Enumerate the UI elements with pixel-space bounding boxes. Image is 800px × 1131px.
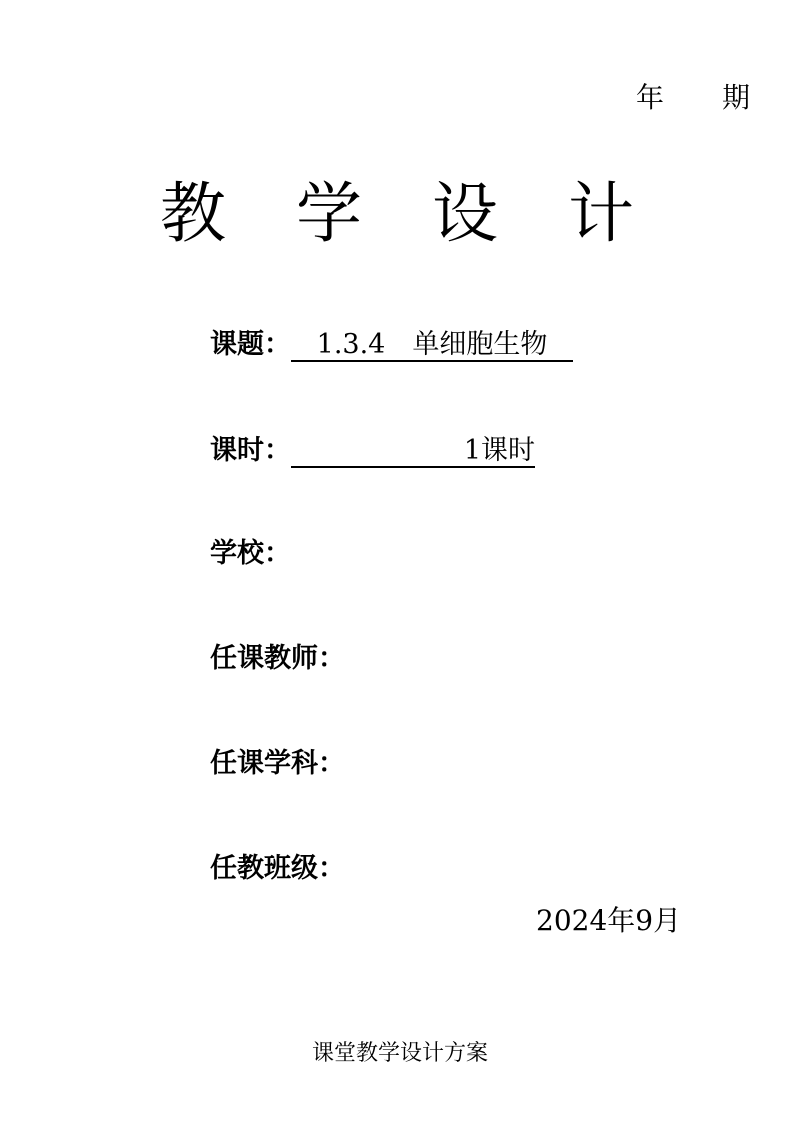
topic-field bbox=[210, 328, 573, 362]
topic-value: 1.3.4 单细胞生物 bbox=[291, 330, 573, 362]
subject-label: 任课学科： bbox=[210, 748, 345, 779]
hours-label: 课时： bbox=[210, 435, 291, 466]
title-char-3: 设 bbox=[432, 175, 498, 252]
class-label: 任教班级： bbox=[210, 853, 345, 884]
school-field bbox=[210, 537, 291, 571]
subject-field bbox=[210, 747, 345, 781]
school-label: 学校： bbox=[210, 538, 291, 569]
hours-value: 1课时 bbox=[291, 436, 535, 468]
footer-text: 课堂教学设计方案 bbox=[311, 1041, 488, 1066]
hours-field bbox=[210, 434, 535, 468]
class-field bbox=[210, 852, 345, 886]
title-char-1: 教 bbox=[160, 175, 226, 252]
teacher-label: 任课教师： bbox=[210, 643, 345, 674]
teacher-field bbox=[210, 642, 345, 676]
document-date: 2024年9月 bbox=[536, 904, 682, 937]
year-term-header bbox=[636, 80, 750, 116]
topic-label: 课题： bbox=[210, 329, 291, 360]
title-char-4: 计 bbox=[568, 175, 634, 252]
title-char-2: 学 bbox=[296, 175, 362, 252]
term-char: 期 bbox=[722, 81, 751, 114]
year-char: 年 bbox=[636, 81, 665, 114]
